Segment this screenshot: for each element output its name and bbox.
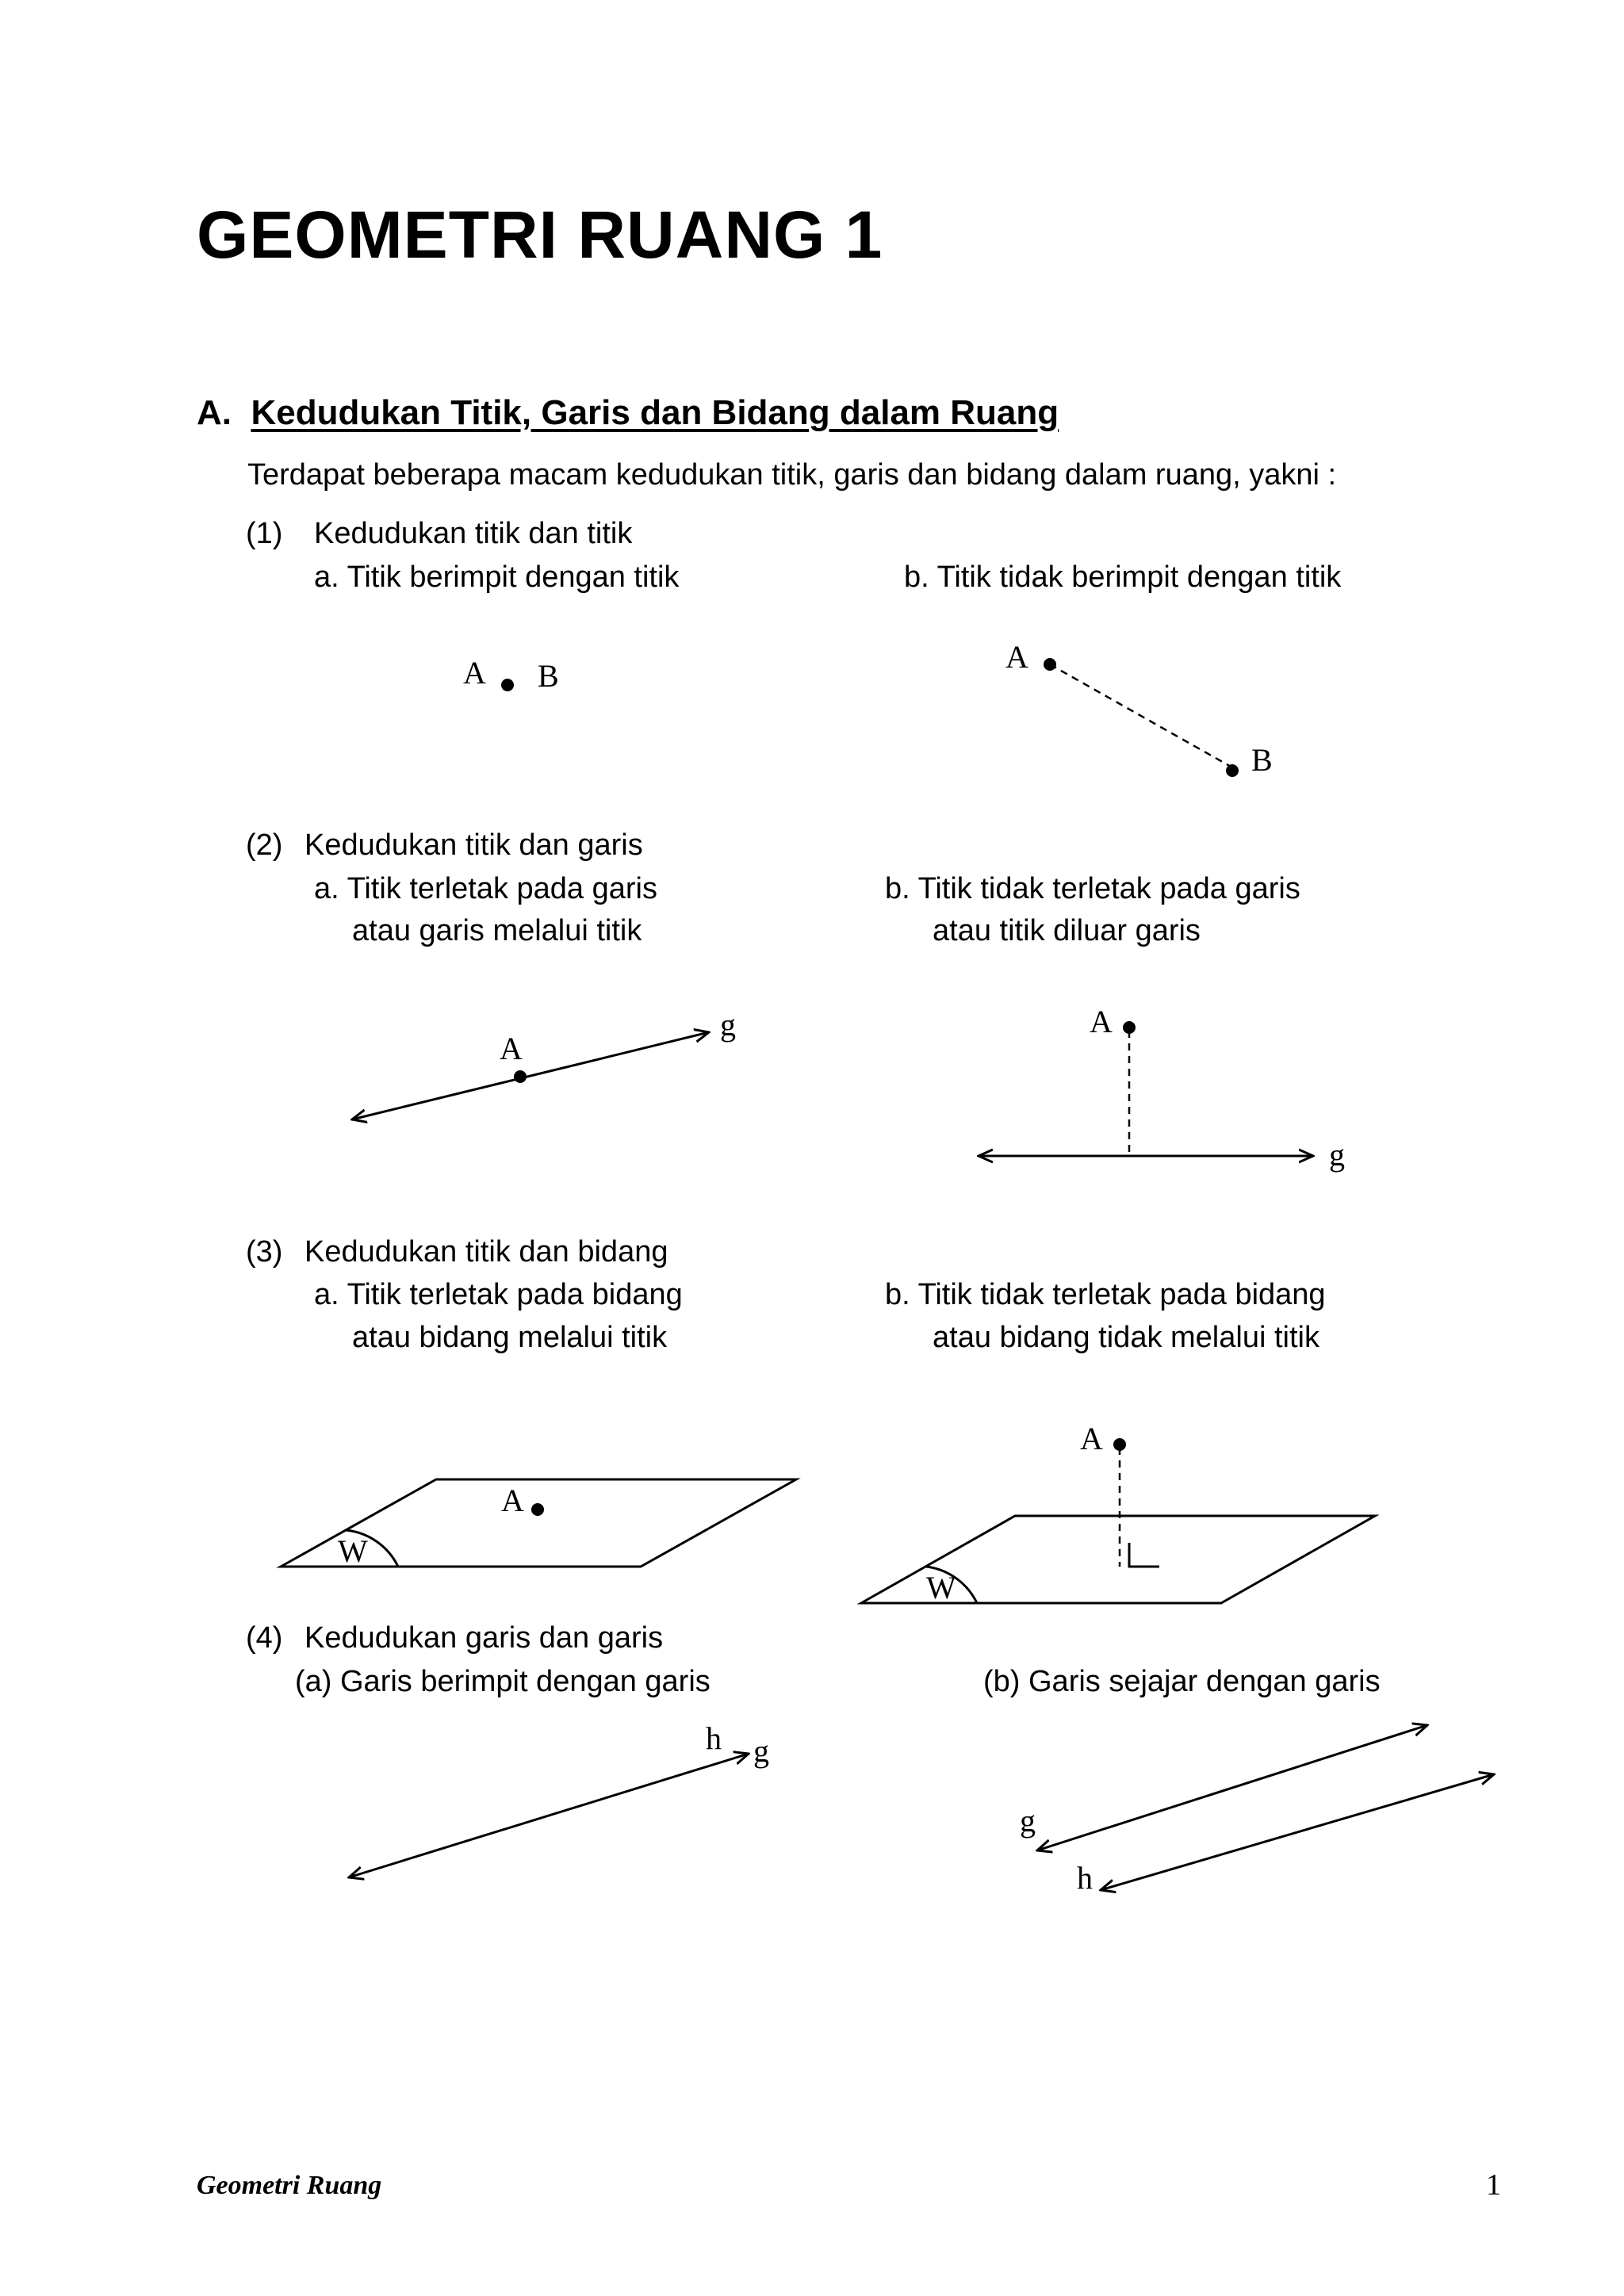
page-title: GEOMETRI RUANG 1: [197, 197, 883, 272]
fig-1b-label-a: A: [1005, 639, 1028, 675]
fig-1b-label-b: B: [1251, 742, 1273, 778]
fig-1a-label-b: B: [538, 658, 559, 694]
item-2-title: Kedudukan titik dan garis: [304, 828, 643, 862]
item-4-title: Kedudukan garis dan garis: [304, 1621, 664, 1655]
fig-3a-label-a: A: [501, 1483, 524, 1518]
fig-4b-label-h: h: [1077, 1860, 1093, 1896]
fig-4a-label-h: h: [706, 1720, 722, 1756]
fig-4a-line-gh: [349, 1754, 749, 1877]
item-2-number: (2): [246, 828, 283, 862]
item-4-b: (b) Garis sejajar dengan garis: [983, 1665, 1381, 1698]
fig-2a-label-a: A: [500, 1031, 523, 1066]
fig-3b-right-angle-mark: [1129, 1543, 1159, 1567]
fig-2a-point: [514, 1070, 527, 1083]
item-2-a-line2: atau garis melalui titik: [352, 914, 642, 947]
fig-1a-point: [501, 679, 514, 691]
fig-3b-label-w: W: [926, 1570, 956, 1605]
fig-4b-line-g: [1037, 1725, 1427, 1850]
fig-2b-label-a: A: [1090, 1004, 1113, 1039]
item-3-a-line1: a. Titik terletak pada bidang: [314, 1278, 683, 1311]
item-3-a-line2: atau bidang melalui titik: [352, 1321, 668, 1354]
fig-3b-label-a: A: [1080, 1421, 1103, 1456]
item-3-b-line2: atau bidang tidak melalui titik: [933, 1321, 1320, 1354]
fig-4b-line-h: [1101, 1774, 1494, 1890]
item-3-number: (3): [246, 1235, 283, 1269]
figure-4a-coinciding-lines: [349, 1720, 769, 1877]
figure-2a-point-on-line: [352, 1007, 736, 1119]
fig-3a-label-w: W: [338, 1533, 368, 1569]
figure-4b-parallel-lines: [1020, 1725, 1494, 1896]
item-3-b-line1: b. Titik tidak terletak pada bidang: [885, 1278, 1326, 1311]
item-2-b-line1: b. Titik tidak terletak pada garis: [885, 872, 1300, 905]
page-number: 1: [1486, 2168, 1501, 2202]
figure-3a-point-on-plane: [281, 1479, 796, 1569]
figure-3b-point-off-plane: [861, 1421, 1375, 1605]
fig-4b-label-g: g: [1020, 1803, 1036, 1839]
item-4-number: (4): [246, 1621, 283, 1655]
fig-3a-point: [531, 1503, 544, 1516]
fig-2a-line-g: [352, 1032, 709, 1119]
footer-title: Geometri Ruang: [197, 2171, 382, 2200]
fig-2a-label-g: g: [720, 1007, 736, 1043]
fig-1a-label-a: A: [463, 655, 486, 691]
section-title: Kedudukan Titik, Garis dan Bidang dalam Ruang: [251, 393, 1059, 432]
item-1-title: Kedudukan titik dan titik: [314, 517, 633, 550]
figure-1b-separate-points: [1005, 639, 1273, 778]
item-1-a: a. Titik berimpit dengan titik: [314, 561, 680, 594]
fig-4a-label-g: g: [753, 1733, 769, 1769]
item-2-a-line1: a. Titik terletak pada garis: [314, 872, 657, 905]
fig-1b-dashed-line: [1050, 664, 1232, 767]
item-2-b-line2: atau titik diluar garis: [933, 914, 1201, 947]
figure-2b-point-off-line: [979, 1004, 1345, 1173]
fig-1b-point-b: [1226, 764, 1239, 777]
section-letter: A.: [197, 393, 232, 432]
figure-1a-coinciding-points: [463, 655, 559, 694]
item-3-title: Kedudukan titik dan bidang: [304, 1235, 668, 1269]
fig-2b-label-g: g: [1329, 1137, 1345, 1173]
item-1-number: (1): [246, 517, 283, 550]
item-4-a: (a) Garis berimpit dengan garis: [295, 1665, 710, 1698]
section-intro: Terdapat beberapa macam kedudukan titik, garis dan bidang dalam ruang, yakni :: [247, 458, 1337, 492]
item-1-b: b. Titik tidak berimpit dengan titik: [904, 561, 1342, 594]
